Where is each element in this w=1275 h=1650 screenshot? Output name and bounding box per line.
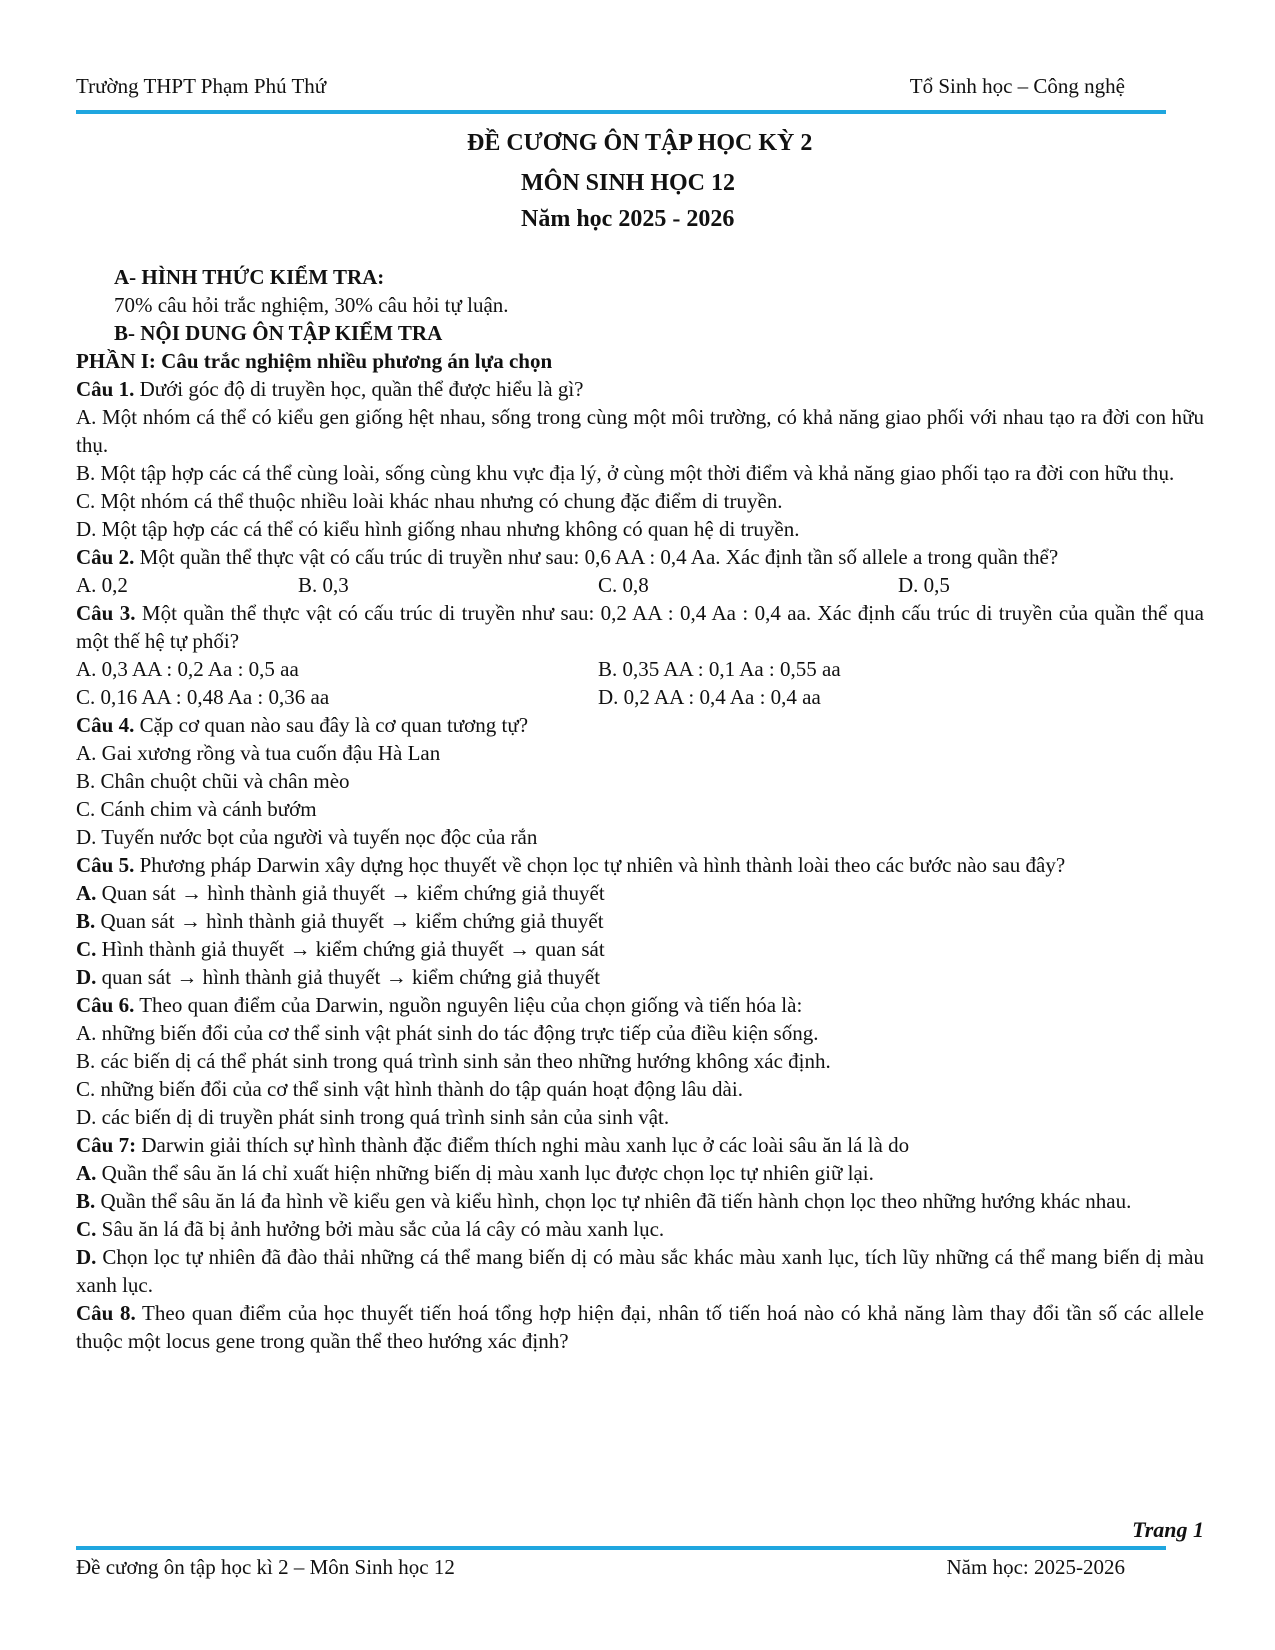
q2-option-c: C. 0,8 — [598, 573, 649, 597]
question-1 — [76, 375, 1204, 403]
title-line-3: Năm học 2025 - 2026 — [521, 206, 735, 232]
question-text: Cặp cơ quan nào sau đây là cơ quan tương tự? — [134, 713, 529, 737]
title-line-1: ĐỀ CƯƠNG ÔN TẬP HỌC KỲ 2 — [467, 130, 813, 156]
q4-option-b: B. Chân chuột chũi và chân mèo — [76, 769, 350, 793]
q1-option-c: C. Một nhóm cá thể thuộc nhiều loài khác nhau nhưng có chung đặc điểm di truyền. — [76, 489, 783, 513]
option-text: Quần thể sâu ăn lá đa hình về kiểu gen và kiểu hình, chọn lọc tự nhiên đã tiến hành chọn lọc theo những hướng khác nhau. — [95, 1189, 1132, 1213]
option-text: Chọn lọc tự nhiên đã đào thải những cá thể mang biến dị có màu sắc khác màu xanh lục, tích lũy những cá thể mang biến dị màu xanh lục. — [76, 1245, 1204, 1297]
q2-option-b: B. 0,3 — [298, 573, 349, 597]
q4-option-a: A. Gai xương rồng và tua cuốn đậu Hà Lan — [76, 741, 441, 765]
question-label: Câu 5. — [76, 853, 135, 877]
q6-option-b: B. các biến dị cá thể phát sinh trong quá trình sinh sản theo những hướng không xác định. — [76, 1049, 831, 1073]
q2-option-d: D. 0,5 — [898, 573, 950, 597]
q3-option-a: A. 0,3 AA : 0,2 Aa : 0,5 aa — [76, 657, 299, 681]
question-label: Câu 7: — [76, 1133, 137, 1157]
footer-school-year: Năm học: 2025-2026 — [946, 1555, 1125, 1579]
part-1-heading: PHẦN I: Câu trắc nghiệm nhiều phương án lựa chọn — [76, 349, 553, 373]
footer-divider — [76, 1546, 1166, 1550]
question-5 — [76, 851, 1204, 879]
option-text: Quan sát → hình thành giả thuyết → kiểm chứng giả thuyết — [96, 881, 605, 905]
document-body — [76, 263, 1204, 1355]
q7-option-c — [76, 1215, 1204, 1243]
q7-option-d — [76, 1243, 1204, 1299]
q2-option-a: A. 0,2 — [76, 573, 128, 597]
q1-option-a: A. Một nhóm cá thể có kiểu gen giống hệt nhau, sống trong cùng một môi trường, có khả năng giao phối với nhau tạo ra đời con hữu thụ. — [76, 405, 1204, 457]
q3-option-c: C. 0,16 AA : 0,48 Aa : 0,36 aa — [76, 685, 330, 709]
header-divider — [76, 110, 1166, 114]
question-label: Câu 2. — [76, 545, 135, 569]
question-label: Câu 1. — [76, 377, 135, 401]
question-label: Câu 3. — [76, 601, 136, 625]
department-name: Tổ Sinh học – Công nghệ — [909, 74, 1125, 98]
question-3 — [76, 599, 1204, 655]
option-key: D. — [76, 1245, 97, 1269]
option-text: Quan sát → hình thành giả thuyết → kiểm chứng giả thuyết — [95, 909, 604, 933]
q2-options — [76, 571, 1204, 599]
q6-option-c: C. những biến đổi của cơ thể sinh vật hình thành do tập quán hoạt động lâu dài. — [76, 1077, 743, 1101]
q1-option-b: B. Một tập hợp các cá thể cùng loài, sống cùng khu vực địa lý, ở cùng một thời điểm và khả năng giao phối tạo ra đời con hữu thụ. — [76, 461, 1175, 485]
section-a-text: 70% câu hỏi trắc nghiệm, 30% câu hỏi tự luận. — [114, 293, 509, 317]
question-text: Một quần thể thực vật có cấu trúc di truyền như sau: 0,6 AA : 0,4 Aa. Xác định tần số allele a trong quần thể? — [134, 545, 1059, 569]
q3-option-b: B. 0,35 AA : 0,1 Aa : 0,55 aa — [598, 657, 841, 681]
q6-option-a: A. những biến đổi của cơ thể sinh vật phát sinh do tác động trực tiếp của điều kiện sống. — [76, 1021, 819, 1045]
title-line-2: MÔN SINH HỌC 12 — [521, 170, 736, 196]
option-text: Quần thể sâu ăn lá chỉ xuất hiện những biến dị màu xanh lục được chọn lọc tự nhiên giữ lại. — [96, 1161, 874, 1185]
question-label: Câu 8. — [76, 1301, 136, 1325]
q6-option-d: D. các biến dị di truyền phát sinh trong quá trình sinh sản của sinh vật. — [76, 1105, 670, 1129]
q7-option-a — [76, 1159, 1204, 1187]
option-key: A. — [76, 1161, 97, 1185]
q5-option-b — [76, 907, 1204, 935]
page-number: Trang 1 — [1132, 1517, 1204, 1542]
footer-title: Đề cương ôn tập học kì 2 – Môn Sinh học 12 — [76, 1555, 455, 1579]
question-text: Theo quan điểm của học thuyết tiến hoá tổng hợp hiện đại, nhân tố tiến hoá nào có khả năng làm thay đổi tần số các allele thuộc một locus gene trong quần thể theo hướng xác định? — [76, 1301, 1204, 1353]
option-key: D. — [76, 965, 97, 989]
q3-options-row-1 — [76, 655, 1204, 683]
q7-option-b — [76, 1187, 1204, 1215]
option-key: C. — [76, 1217, 97, 1241]
q5-option-a — [76, 879, 1204, 907]
q3-option-d: D. 0,2 AA : 0,4 Aa : 0,4 aa — [598, 685, 821, 709]
question-text: Dưới góc độ di truyền học, quần thể được hiểu là gì? — [134, 377, 584, 401]
school-name: Trường THPT Phạm Phú Thứ — [76, 74, 327, 98]
option-key: B. — [76, 909, 96, 933]
q4-option-c: C. Cánh chim và cánh bướm — [76, 797, 317, 821]
question-4 — [76, 711, 1204, 739]
question-text: Theo quan điểm của Darwin, nguồn nguyên liệu của chọn giống và tiến hóa là: — [134, 993, 803, 1017]
q5-option-c — [76, 935, 1204, 963]
option-text: Sâu ăn lá đã bị ảnh hưởng bởi màu sắc của lá cây có màu xanh lục. — [96, 1217, 665, 1241]
question-2 — [76, 543, 1204, 571]
option-text: quan sát → hình thành giả thuyết → kiểm chứng giả thuyết — [96, 965, 601, 989]
q4-option-d: D. Tuyến nước bọt của người và tuyến nọc độc của rắn — [76, 825, 538, 849]
question-label: Câu 4. — [76, 713, 135, 737]
option-text: Hình thành giả thuyết → kiểm chứng giả thuyết → quan sát — [96, 937, 605, 961]
question-8 — [76, 1299, 1204, 1355]
question-7 — [76, 1131, 1204, 1159]
section-a-heading: A- HÌNH THỨC KIỂM TRA: — [114, 265, 385, 289]
option-key: B. — [76, 1189, 96, 1213]
q5-option-d — [76, 963, 1204, 991]
question-text: Phương pháp Darwin xây dựng học thuyết về chọn lọc tự nhiên và hình thành loài theo các bước nào sau đây? — [134, 853, 1066, 877]
question-6 — [76, 991, 1204, 1019]
question-label: Câu 6. — [76, 993, 135, 1017]
q1-option-d: D. Một tập hợp các cá thể có kiểu hình giống nhau nhưng không có quan hệ di truyền. — [76, 517, 800, 541]
question-text: Darwin giải thích sự hình thành đặc điểm thích nghi màu xanh lục ở các loài sâu ăn lá là do — [136, 1133, 910, 1157]
section-b-heading: B- NỘI DUNG ÔN TẬP KIỂM TRA — [114, 321, 443, 345]
q3-options-row-2 — [76, 683, 1204, 711]
option-key: C. — [76, 937, 97, 961]
option-key: A. — [76, 881, 97, 905]
question-text: Một quần thể thực vật có cấu trúc di truyền như sau: 0,2 AA : 0,4 Aa : 0,4 aa. Xác định cấu trúc di truyền của quần thể qua một thế hệ tự phối? — [76, 601, 1204, 653]
